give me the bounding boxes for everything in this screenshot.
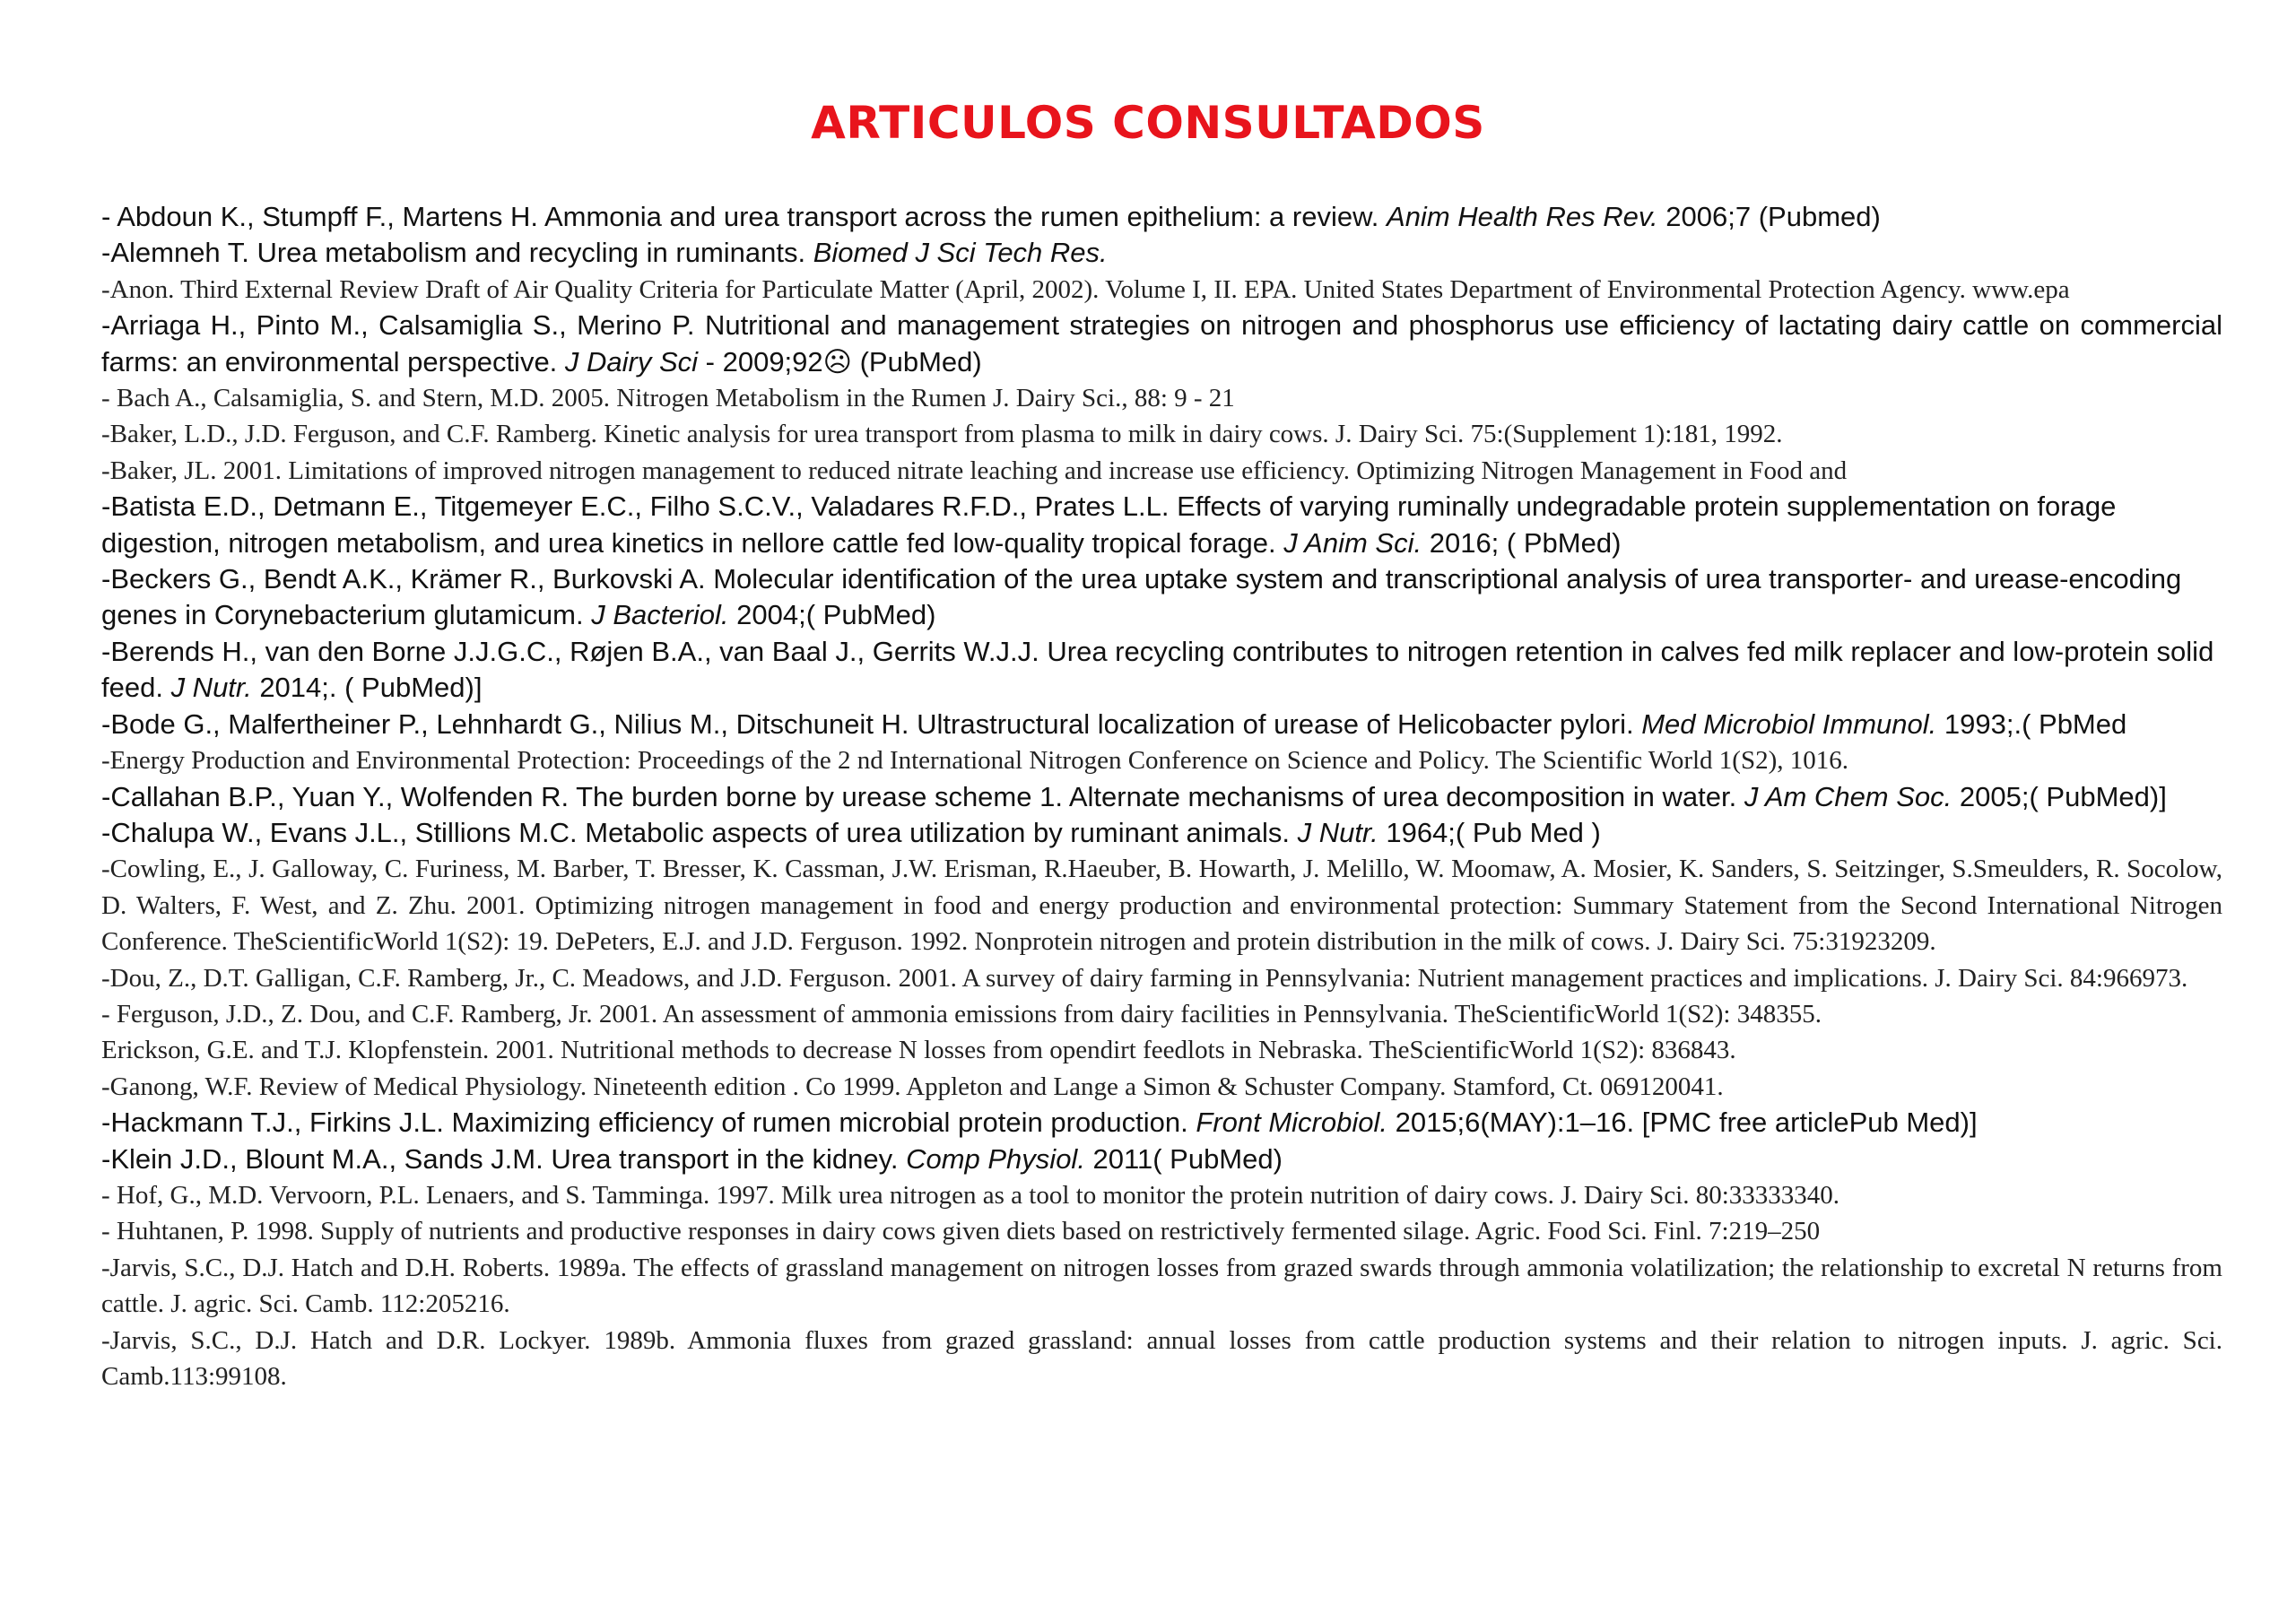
reference-text: -Arriaga H., Pinto M., Calsamiglia S., Merino P. Nutritional and management strategies on nitrogen and phosphorus use efficiency of lactating dairy cattle on commercial farms: an environmental perspective. <box>101 309 2222 378</box>
reference-text: Erickson, G.E. and T.J. Klopfenstein. 2001. Nutritional methods to decrease N losses from opendirt feedlots in Nebraska. TheScientificWorld 1(S2): 836843. <box>101 1036 1736 1065</box>
reference-text: 1964;( Pub Med ) <box>1378 816 1601 848</box>
reference-entry <box>101 308 2222 380</box>
reference-entry <box>101 634 2222 707</box>
reference-entry <box>101 1213 2222 1249</box>
reference-text: -Cowling, E., J. Galloway, C. Furiness, M. Barber, T. Bresser, K. Cassman, J.W. Erisman, R.Haeuber, B. Howarth, J. Melillo, W. Moomaw, A. Mosier, K. Sanders, S. Seitzinger, S.Smeulders, R. Socolow, D. Walters, F. West, and Z. Zhu. 2001. Optimizing nitrogen management in food and energy production and environmental protection: Summary Statement from the Second International Nitrogen Conference. TheScientificWorld 1(S2): 19. DePeters, E.J. and J.D. Ferguson. 1992. Nonprotein nitrogen and protein distribution in the milk of cows. J. Dairy Sci. 75:31923209. <box>101 855 2222 957</box>
journal-name: J Bacteriol. <box>591 599 729 631</box>
reference-text: -Baker, L.D., J.D. Ferguson, and C.F. Ramberg. Kinetic analysis for urea transport from plasma to milk in dairy cows. J. Dairy Sci. 75:(Supplement 1):181, 1992. <box>101 420 1783 449</box>
reference-text: -Jarvis, S.C., D.J. Hatch and D.H. Roberts. 1989a. The effects of grassland management on nitrogen losses from grazed swards through ammonia volatilization; the relationship to excretal N returns from cattle. J. agric. Sci. Camb. 112:205216. <box>101 1253 2222 1319</box>
journal-name: Biomed J Sci Tech Res. <box>813 237 1108 269</box>
reference-text: -Beckers G., Bendt A.K., Krämer R., Burkovski A. Molecular identification of the urea uptake system and transcriptional analysis of urea transporter- and urease-encoding genes in Corynebacterium glutamicum. <box>101 563 2182 631</box>
reference-text: 2006;7 (Pubmed) <box>1657 201 1881 232</box>
reference-entry <box>101 380 2222 416</box>
reference-text: -Energy Production and Environmental Protection: Proceedings of the 2 nd International Nitrogen Conference on Science and Policy. The Scientific World 1(S2), 1016. <box>101 746 1848 776</box>
reference-text: 2016; ( PbMed) <box>1422 526 1622 559</box>
journal-name: J Am Chem Soc. <box>1744 780 1952 812</box>
reference-entry <box>101 272 2222 308</box>
journal-name: Med Microbiol Immunol. <box>1641 707 1937 740</box>
reference-text: - Ferguson, J.D., Z. Dou, and C.F. Ramberg, Jr. 2001. An assessment of ammonia emissions from dairy facilities in Pennsylvania. TheScientificWorld 1(S2): 348355. <box>101 999 1822 1028</box>
reference-entry <box>101 1105 2222 1141</box>
reference-entry <box>101 561 2222 634</box>
reference-text: - Bach A., Calsamiglia, S. and Stern, M.D. 2005. Nitrogen Metabolism in the Rumen J. Dairy Sci., 88: 9 - 21 <box>101 384 1235 413</box>
reference-text: -Bode G., Malfertheiner P., Lehnhardt G., Nilius M., Ditschuneit H. Ultrastructural localization of urease of Helicobacter pylori. <box>101 707 1642 740</box>
page-title: ARTICULOS CONSULTADOS <box>811 97 1485 149</box>
journal-name: Front Microbiol. <box>1196 1107 1387 1139</box>
reference-text: 2004;( PubMed) <box>728 599 936 631</box>
reference-text: -Chalupa W., Evans J.L., Stillions M.C. Metabolic aspects of urea utilization by ruminant animals. <box>101 816 1298 848</box>
journal-name: J Nutr. <box>170 672 252 704</box>
reference-entry <box>101 489 2222 561</box>
reference-entry <box>101 815 2222 851</box>
journal-name: J Nutr. <box>1297 816 1378 848</box>
reference-entry <box>101 1323 2222 1395</box>
reference-entry <box>101 1141 2222 1177</box>
reference-entry <box>101 1032 2222 1068</box>
reference-entry <box>101 453 2222 489</box>
reference-text: - Huhtanen, P. 1998. Supply of nutrients and productive responses in dairy cows given diets based on restrictively fermented silage. Agric. Food Sci. Finl. 7:219–250 <box>101 1217 1821 1246</box>
reference-entry <box>101 707 2222 742</box>
reference-text: -Anon. Third External Review Draft of Air Quality Criteria for Particulate Matter (April, 2002). Volume I, II. EPA. United States Department of Environmental Protection Agency. www.epa <box>101 274 2070 304</box>
reference-text: -Batista E.D., Detmann E., Titgemeyer E.C., Filho S.C.V., Valadares R.F.D., Prates L.L. Effects of varying ruminally undegradable protein supplementation on forage digestion, nitrogen metabolism, and urea kinetics in nellore cattle fed low-quality tropical forage. <box>101 490 2117 559</box>
reference-entry <box>101 851 2222 959</box>
reference-text: 2011( PubMed) <box>1084 1142 1283 1175</box>
journal-name: Comp Physiol. <box>906 1142 1085 1175</box>
reference-entry <box>101 996 2222 1032</box>
reference-text: -Hackmann T.J., Firkins J.L. Maximizing efficiency of rumen microbial protein production. <box>101 1107 1196 1139</box>
reference-entry <box>101 960 2222 996</box>
reference-text: - Hof, G., M.D. Vervoorn, P.L. Lenaers, and S. Tamminga. 1997. Milk urea nitrogen as a tool to monitor the protein nutrition of dairy cows. J. Dairy Sci. 80:33333340. <box>101 1180 1840 1210</box>
reference-entry <box>101 199 2222 235</box>
reference-entry <box>101 1250 2222 1323</box>
reference-text: - Abdoun K., Stumpff F., Martens H. Ammonia and urea transport across the rumen epithelium: a review. <box>101 201 1387 232</box>
reference-text: -Dou, Z., D.T. Galligan, C.F. Ramberg, Jr., C. Meadows, and J.D. Ferguson. 2001. A survey of dairy farming in Pennsylvania: Nutrient management practices and implications. J. Dairy Sci. 84:966973. <box>101 963 2188 993</box>
journal-name: J Dairy Sci <box>564 345 699 378</box>
reference-text: -Berends H., van den Borne J.J.G.C., Røjen B.A., van Baal J., Gerrits W.J.J. Urea recycling contributes to nitrogen retention in calves fed milk replacer and low-protein solid feed. <box>101 635 2214 704</box>
reference-list <box>101 199 2222 1394</box>
journal-name: Anim Health Res Rev. <box>1387 201 1658 232</box>
reference-entry <box>101 742 2222 778</box>
reference-entry <box>101 416 2222 452</box>
journal-name: J Anim Sci. <box>1283 526 1422 559</box>
reference-text: 1993;.( PbMed <box>1936 707 2127 740</box>
reference-text: -Alemneh T. Urea metabolism and recycling in ruminants. <box>101 237 813 269</box>
reference-entry <box>101 1069 2222 1105</box>
reference-text: -Klein J.D., Blount M.A., Sands J.M. Urea transport in the kidney. <box>101 1142 907 1175</box>
reference-entry <box>101 235 2222 271</box>
reference-text: 2015;6(MAY):1–16. [PMC free articlePub Med)] <box>1387 1107 1978 1139</box>
reference-text: 2014;. ( PubMed)] <box>251 672 483 704</box>
reference-text: -Callahan B.P., Yuan Y., Wolfenden R. The burden borne by urease scheme 1. Alternate mechanisms of urea decomposition in water. <box>101 780 1744 812</box>
reference-text: -Ganong, W.F. Review of Medical Physiology. Nineteenth edition . Co 1999. Appleton and Lange a Simon & Schuster Company. Stamford, Ct. 069120041. <box>101 1072 1724 1101</box>
reference-text: -Jarvis, S.C., D.J. Hatch and D.R. Lockyer. 1989b. Ammonia fluxes from grazed grassland: annual losses from cattle production systems and their relation to nitrogen inputs. J. agric. Sci. Camb.113:99108. <box>101 1325 2222 1391</box>
reference-text: 2005;( PubMed)] <box>1952 780 2167 812</box>
reference-entry <box>101 1177 2222 1213</box>
reference-text: -Baker, JL. 2001. Limitations of improved nitrogen management to reduced nitrate leaching and increase use efficiency. Optimizing Nitrogen Management in Food and <box>101 456 1848 485</box>
reference-entry <box>101 779 2222 815</box>
reference-text: - 2009;92☹ (PubMed) <box>698 345 982 378</box>
